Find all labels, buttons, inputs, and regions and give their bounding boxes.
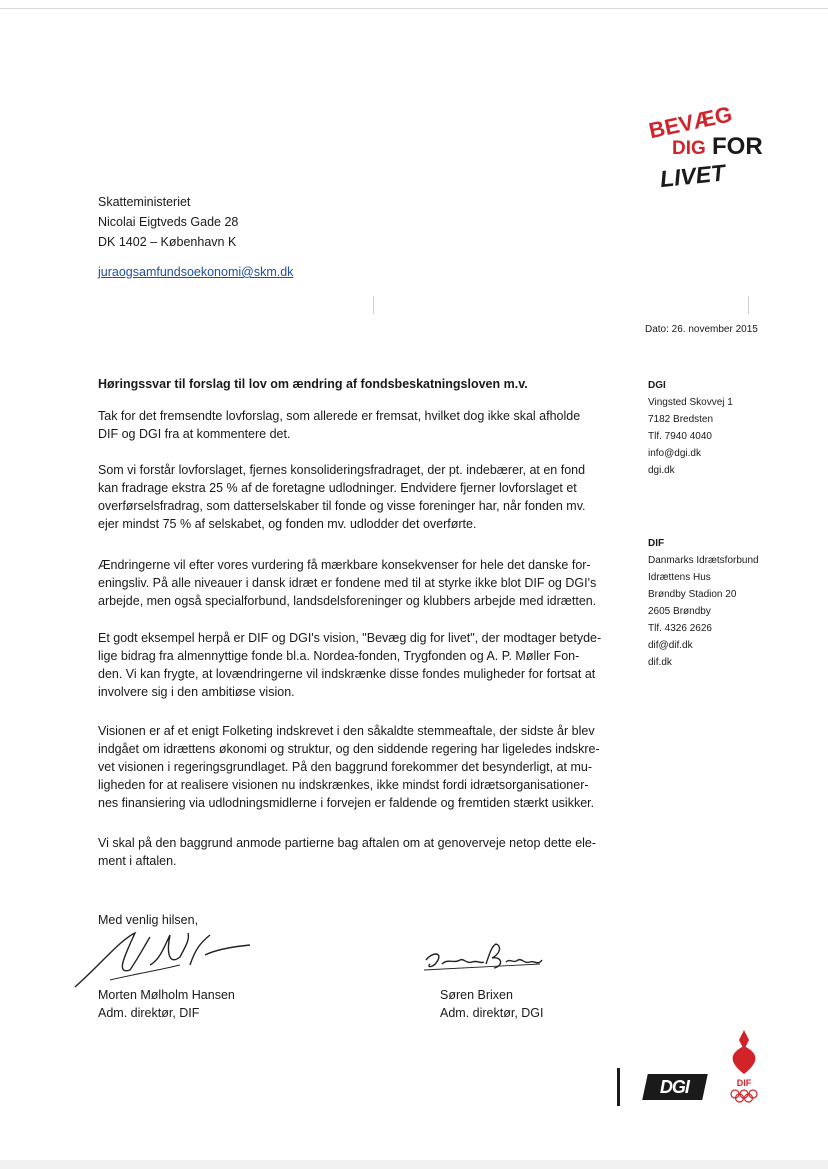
paragraph-1 — [98, 407, 608, 443]
dgi-logo-text: DGI — [660, 1076, 690, 1097]
recipient-street: Nicolai Eigtveds Gade 28 — [98, 215, 239, 229]
text-line: nes finansiering via udlodningsmidlerne i forvejen er faldende og fremtiden stærkt usikker. — [98, 796, 595, 810]
text-line: DIF og DGI fra at kommentere det. — [98, 427, 291, 441]
text-line: Et godt eksempel herpå er DIF og DGI's vision, "Bevæg dig for livet", der modtager betyde- — [98, 631, 602, 645]
dgi-phone: Tlf. 7940 4040 — [648, 431, 712, 442]
signatory-left-name: Morten Mølholm Hansen — [98, 988, 235, 1002]
logo-line2a: DIG — [672, 138, 706, 159]
scan-bottom-edge — [0, 1160, 828, 1169]
signature-right — [420, 938, 550, 978]
text-line: Vi skal på den baggrund anmode partierne bag aftalen om at genoverveje netop dette ele- — [98, 836, 597, 850]
dif-email: dif@dif.dk — [648, 640, 693, 651]
dgi-logo — [642, 1074, 708, 1100]
dif-phone: Tlf. 4326 2626 — [648, 623, 712, 634]
dgi-contact-block — [648, 377, 733, 479]
paragraph-3 — [98, 556, 608, 610]
text-line: den. Vi kan frygte, at lovændringerne vil indskrænke disse fondes muligheder for fortsat at — [98, 667, 596, 681]
logo-line3: LIVET — [658, 159, 727, 193]
dgi-street: Vingsted Skovvej 1 — [648, 397, 733, 408]
fold-mark — [373, 296, 374, 314]
recipient-name: Skatteministeriet — [98, 195, 191, 209]
text-line: kan fradrage ekstra 25 % af de foretagne udlodninger. Endvidere fjerner lovforslaget et — [98, 481, 577, 495]
top-rule — [0, 8, 828, 9]
campaign-logo — [640, 92, 770, 197]
text-line: Ændringerne vil efter vores vurdering få mærkbare konsekvenser for hele det danske for- — [98, 558, 591, 572]
text-line: eningsliv. På alle niveauer i dansk idræt er fondene med til at styrke ikke blot DIF og DGI's — [98, 576, 597, 590]
text-line: arbejde, men også specialforbund, landsdelsforeninger og klubbers arbejde med idrætten. — [98, 594, 597, 608]
dif-logo-text: DIF — [736, 1078, 752, 1088]
signatory-left — [98, 986, 235, 1022]
olympic-rings-icon — [731, 1090, 757, 1102]
text-line: ejer mindst 75 % af selskabet, og fonden mv. udlodder det overførte. — [98, 517, 477, 531]
signatory-right-name: Søren Brixen — [440, 988, 513, 1002]
letter-date: Dato: 26. november 2015 — [645, 324, 758, 335]
signature-left — [70, 925, 260, 995]
text-line: ligheden for at realisere visionen nu indskrænkes, ikke mindst fordi idrætsorganisationer- — [98, 778, 589, 792]
dif-contact-block — [648, 535, 759, 671]
dif-logo — [722, 1028, 766, 1108]
text-line: overførselsfradrag, som datterselskaber til fonde og visse foreninger har, når fonden mv. — [98, 499, 586, 513]
paragraph-4 — [98, 629, 608, 701]
dif-web: dif.dk — [648, 657, 672, 668]
text-line: Som vi forstår lovforslaget, fjernes konsolideringsfradraget, der pt. indebærer, at en fond — [98, 463, 586, 477]
signatory-left-title: Adm. direktør, DIF — [98, 1006, 200, 1020]
text-line: lige bidrag fra almennyttige fonde bl.a. Nordea-fonden, Trygfonden og A. P. Møller Fon- — [98, 649, 580, 663]
paragraph-5 — [98, 722, 608, 812]
dif-city: 2605 Brøndby — [648, 606, 711, 617]
logo-line1: BEVÆG — [646, 101, 735, 144]
dgi-city: 7182 Bredsten — [648, 414, 714, 425]
footer-divider — [617, 1068, 620, 1106]
dgi-email: info@dgi.dk — [648, 448, 701, 459]
dif-full-name: Danmarks Idrætsforbund — [648, 555, 759, 566]
text-line: vet visionen i regeringsgrundlaget. På den baggrund forekommer det besynderligt, at mu- — [98, 760, 593, 774]
dgi-web: dgi.dk — [648, 465, 675, 476]
fold-mark — [748, 296, 749, 314]
signatory-right — [440, 986, 544, 1022]
text-line: ment i aftalen. — [98, 854, 177, 868]
signatory-right-title: Adm. direktør, DGI — [440, 1006, 544, 1020]
dgi-name: DGI — [648, 380, 666, 391]
dif-building: Idrættens Hus — [648, 572, 711, 583]
text-line: involvere sig i den ambitiøse vision. — [98, 685, 295, 699]
recipient-address — [98, 192, 238, 252]
letter-subject: Høringssvar til forslag til lov om ændring af fondsbeskatningsloven m.v. — [98, 377, 528, 391]
text-line: Visionen er af et enigt Folketing indskrevet i den såkaldte stemmeaftale, der sidste år blev — [98, 724, 595, 738]
paragraph-2 — [98, 461, 608, 533]
recipient-city: DK 1402 – København K — [98, 235, 237, 249]
paragraph-6 — [98, 834, 608, 870]
logo-line2b: FOR — [712, 133, 763, 160]
recipient-email-link[interactable]: juraogsamfundsoekonomi@skm.dk — [98, 265, 294, 279]
dif-name: DIF — [648, 538, 665, 549]
text-line: indgået om idrættens økonomi og struktur, og den siddende regering har ligeledes indskre- — [98, 742, 600, 756]
dif-street: Brøndby Stadion 20 — [648, 589, 737, 600]
text-line: Tak for det fremsendte lovforslag, som allerede er fremsat, hvilket dog ikke skal afholde — [98, 409, 581, 423]
closing-greeting: Med venlig hilsen, — [98, 913, 199, 927]
